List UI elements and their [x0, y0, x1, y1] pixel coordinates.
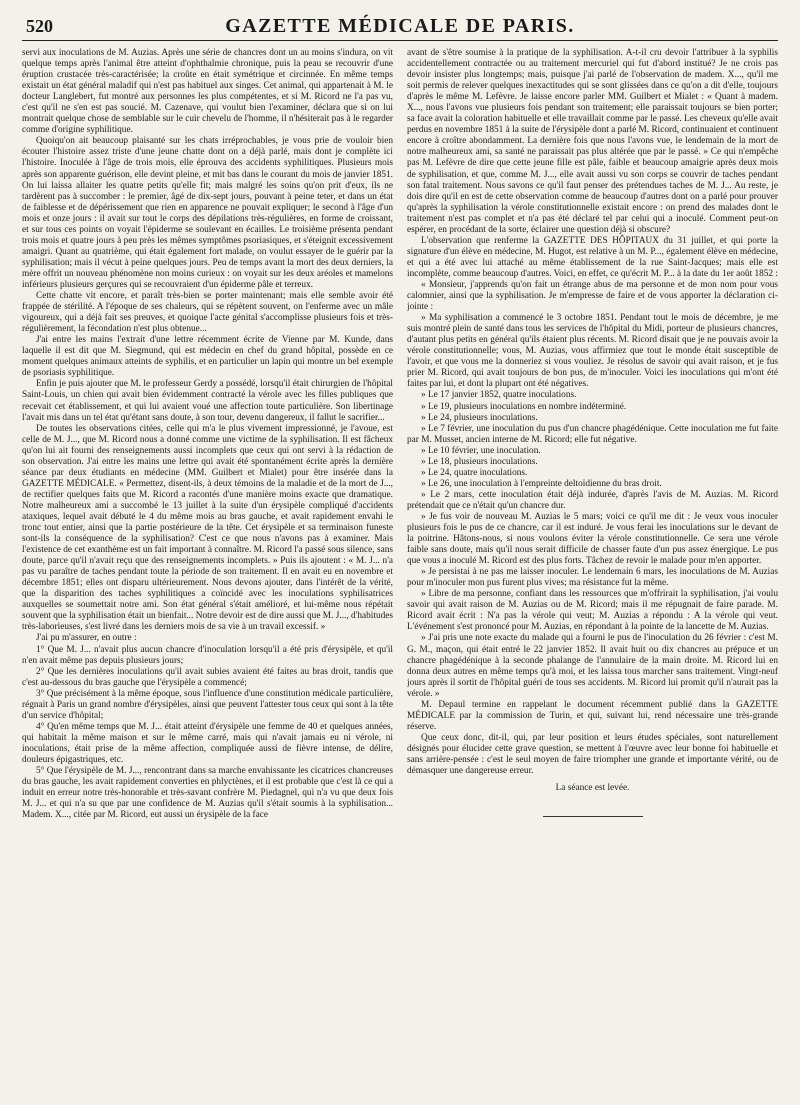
letter-paragraph: » Libre de ma personne, confiant dans les ressources que m'offrirait la syphilisation, j'ai voulu savoir qui avait raison de M. Auzias ou de M. Ricord; mais il me répugnait de faire parade. M. Ricord avait écrit : N'a pas la vérole qui veut; M. Auzias a répondu : A la vérole qui veut. L'événement s'est prononcé pour M. Auzias, en répondant à la pointe de la lancette de M. Auzias. [407, 589, 778, 633]
paragraph: avant de s'être soumise à la pratique de la syphilisation. A-t-il cru devoir l'attribuer à la syphilis accidentellement contractée ou au traitement mercuriel qui fut d'abord institué? Je ne crois pas devoir insister plus longtemps; mais, puisque j'ai parlé de l'observation de madem. X..., qu'il me soit permis de relever quelques inexactitudes qui se sont glissées dans ce qu'on a dit d'elle, toujours d'après le même M. Lefèvre. Je laisse encore parler MM. Guilbert et Mialet : « Quant à madem. X..., nous l'avons vue plusieurs fois pendant son traitement; elle paraissait toujours se bien porter; sa face avait la coloration habituelle et elle travaillait comme par le passé. Les cheveux qu'elle avait perdus en novembre 1851 à la suite de l'érysipèle dont a parlé M. Ricord, continuaient et continuent encore à croître abondamment. La dernière fois que nous l'avons vue, le lendemain de la mort de notre malheureux ami, sa santé ne paraissait pas plus altérée que par le passé. » Ce qui n'empêche pas M. Lefèvre de dire que cette jeune fille est pâle, faible et beaucoup amaigrie après deux mois de syphilisation, et que, comme M. J..., elle avait aussi vu son corps se couvrir de taches pendant son fatal traitement. Nous savons ce qu'il faut penser des prétendues taches de M. J... Au reste, je dois dire qu'il en est de cette observation comme de beaucoup d'autres dont on a parlé pour prouver qu'après la syphilisation la vérole constitutionnelle existait encore : on prend des malades dont le traitement n'est pas complet et n'a pas été déclaré tel par celui qui a inoculé. Comment peut-on espérer, en procédant de la sorte, éclairer une question déjà si obscure? [407, 48, 778, 235]
letter-paragraph: » Ma syphilisation a commencé le 3 octobre 1851. Pendant tout le mois de décembre, je me suis montré plein de santé dans tous les services de l'hôpital du Midi, porteur de plusieurs chancres, d'autant plus petits en général qu'ils étaient plus récents. M. Ricord disait que je ne pouvais avoir la vérole constitutionnelle; vous, M. Auzias, vous affirmiez que tout le monde était susceptible de l'avoir, et que vous me la donneriez si vous vouliez. Je résolus de savoir qui avait raison, et je fus prier M. Ricord, qui avait toujours de bon pus, de m'inoculer. Voici les inoculations qui m'ont été faites par lui, et dont la plupart ont été négatives. [407, 313, 778, 390]
left-column [22, 48, 393, 1099]
letter-item: » Le 17 janvier 1852, quatre inoculations. [421, 390, 577, 401]
right-column [407, 48, 778, 1099]
numbered-item: 1° Que M. J... n'avait plus aucun chancre d'inoculation lorsqu'il a été pris d'érysipèle, et qu'il n'en avait même pas depuis plusieurs jours; [22, 644, 393, 666]
numbered-item: 4° Qu'en même temps que M. J... était atteint d'érysipèle une femme de 40 et quelques années, qui habitait la même maison et sur le même carré, mais qui n'avait jamais eu ni vérole, ni inoculations, était prise de la même affection, compliquée aussi de fièvre intense, de délire, douleurs épigastriques, etc. [22, 721, 393, 765]
letter-item: » Le 24, plusieurs inoculations. [421, 412, 538, 423]
paragraph: Cette chatte vit encore, et paraît très-bien se porter maintenant; mais elle semble avoir été frappée de stérilité. A l'époque de ses chaleurs, qui se répètent souvent, on l'enferme avec un mâle vigoureux, qui a déjà fait ses preuves, et quoique l'acte génital s'accomplisse plusieurs fois et très-régulièrement, la fécondation n'est plus obtenue... [22, 291, 393, 335]
paragraph: M. Depaul termine en rappelant le document récemment publié dans la GAZETTE MÉDICALE par la commission de Turin, et qui, suivant lui, rend nécessaire une très-grande réserve. [407, 699, 778, 732]
letter-item: » Le 2 mars, cette inoculation était déjà indurée, d'après l'avis de M. Auzias. M. Ricord prétendait que ce n'était qu'un chancre dur. [407, 489, 778, 511]
letter-item: » Le 26, une inoculation à l'empreinte deltoïdienne du bras droit. [421, 478, 662, 489]
paragraph: L'observation que renferme la GAZETTE DES HÔPITAUX du 31 juillet, et qui porte la signature d'un élève en médecine, M. Hugot, est relative à un M. P..., également élève en médecine, et qui a été avec lui attaché au même établissement de la rue Saint-Jacques; mais elle est incomplète, comme beaucoup d'autres. Voici, en effet, ce qu'écrit M. P... à la date du 1er août 1852 : [407, 235, 778, 279]
paragraph: J'ai entre les mains l'extrait d'une lettre récemment écrite de Vienne par M. Kunde, dans laquelle il est dit que M. Siegmund, qui est médecin en chef du grand hôpital, possède en ce moment quelques animaux atteints de syphilis, et en particulier un lapin qui montre un bel exemple de psoriasis syphilitique. [22, 335, 393, 379]
numbered-item: 5° Que l'érysipèle de M. J..., rencontrant dans sa marche envahissante les cicatrices chancreuses du bras gauche, les avait rapidement converties en phlyctènes, et il est probable que c'est là ce qui a induit en erreur notre très-honorable et très-savant confrère M. Piedagnel, qui n'a vu que deux fois M. J... et qui n'a su que par une confidence de M. Auzias qu'il s'était soumis à la syphilisation... Madem. X..., citée par M. Ricord, eut aussi un érysipèle de la face [22, 766, 393, 821]
page-header [22, 14, 778, 41]
paragraph: De toutes les observations citées, celle qui m'a le plus vivement impressionné, je l'avoue, est celle de M. J..., que M. Ricord nous a donné comme une victime de la syphilisation. Il est fâcheux qu'on lui ait fourni des renseignements aussi incomplets que ceux qui ont servi à la rédaction de son observation. J'ai entre les mains une lettre qui avait été spontanément écrite après la dernière séance par deux étudiants en médecine (MM. Guilbert et Mialet) pour être insérée dans la GAZETTE MÉDICALE. « Permettez, disent-ils, à deux témoins de la maladie et de la mort de J..., de rectifier quelques faits que M. Ricord a racontés d'une manière moins exacte que dramatique. Notre malheureux ami a succombé le 13 juillet à la suite d'un érysipèle compliqué d'accidents ataxiques, lequel avait débuté le 4 du même mois au bras gauche, et avait rapidement envahi le tronc tout entier, ainsi que la partie postérieure de la tête. Cet érysipèle et sa terminaison funeste sont-ils la conséquence de la syphilisation? C'est ce que nous n'avons pas à examiner. Mais l'existence de cet exanthème est un fait important à connaître. M. Ricord l'a passé sous silence, sans doute, parce qu'il n'avait reçu que des renseignements incomplets. » Puis ils ajoutent : « M. J... n'a pas vu paraître de taches pendant toute la période de son traitement. Il en avait eu en novembre et décembre 1851; elles ont disparu ultérieurement. Nous devons ajouter, dans l'intérêt de la vérité, que la disparition des taches syphilitiques a coïncidé avec les inoculations syphilisatrices auxquelles se soumettait notre ami. Son état général s'était amélioré, et lui-même nous répétait souvent que la syphilisation était un bienfait... Notre devoir est de dire aussi que M. J..., d'habitudes très-laborieuses, s'est livré dans les derniers mois de sa vie à un travail excessif. » [22, 423, 393, 633]
paragraph: Que ceux donc, dit-il, qui, par leur position et leurs études spéciales, sont naturellement désignés pour élucider cette grave question, se mettent à l'œuvre avec leur bonne foi habituelle et sans arrière-pensée : c'est le seul moyen de faire triompher une grande et importante vérité, ou de démasquer une dangereuse erreur. [407, 732, 778, 777]
paragraph: Quoiqu'on ait beaucoup plaisanté sur les chats irréprochables, je vous prie de vouloir bien écouter l'histoire assez triste d'une jeune chatte dont on a déjà parlé, mais dont je complète ici l'histoire. Inoculée à l'âge de trois mois, elle éprouva des accidents syphilitiques. Plusieurs mois après son apparente guérison, elle devint pleine, et mit bas dans le courant du mois de janvier 1851. On lui laissa allaiter les quatre petits qu'elle fit; mais malgré les soins qu'on prit d'eux, ils ne tardèrent pas à succomber : le premier, âgé de dix-sept jours, pouvant à peine teter, et dans un état de faiblesse et de dépérissement que rien en apparence ne pouvait expliquer; le second à l'âge d'un mois et onze jours : il avait sur tout le corps des dépilations très-régulières, en forme de croissant, et sur tous ces points on voyait l'épiderme se soulevant en écailles. Le troisième présenta pendant trois mois et quatre jours à peu près les mêmes symptômes psoriasiques, et s'éteignit excessivement amaigri. Quant au quatrième, qui était également fort malade, on voulut essayer de le guérir par la syphilisation; mais il vécut à peine quelques jours. Peu de temps avant la mort des deux derniers, la mère offrit un nouveau phénomène non moins curieux : on voyait sur les deux aréoles et mamelons inférieurs plusieurs gerçures qui se recouvraient d'un épiderme pâle et terreux. [22, 136, 393, 290]
closing-rule [543, 816, 643, 817]
letter-item: » Le 7 février, une inoculation du pus d'un chancre phagédénique. Cette inoculation me fut faite par M. Musset, ancien interne de M. Ricord; elle fut négative. [407, 423, 778, 445]
article-columns [22, 48, 778, 1099]
letter-paragraph: « Monsieur, j'apprends qu'on fait un étrange abus de ma personne et de mon nom pour vous calomnier, ainsi que la syphilisation. Je m'empresse de faire et de vous apporter la déclaration ci-jointe : [407, 279, 778, 313]
numbered-item: 2° Que les dernières inoculations qu'il avait subies avaient été faites au bras droit, tandis que c'est au-dessous du bras gauche que l'érysipèle a commencé; [22, 666, 393, 688]
page-number: 520 [26, 16, 53, 36]
letter-item: » Le 18, plusieurs inoculations. [421, 456, 538, 467]
letter-item: » Le 24, quatre inoculations. [421, 467, 528, 478]
letter-paragraph: » Je persistai à ne pas me laisser inoculer. Le lendemain 6 mars, les inoculations de M. Auzias pour m'inoculer mon pus furent plus vives; ma résistance fut la même. [407, 567, 778, 589]
letter-paragraph: » Je fus voir de nouveau M. Auzias le 5 mars; voici ce qu'il me dit : Je veux vous inoculer plusieurs fois le pus de ce chancre, car il est induré. Je vous ferai les inoculations sur le devant de la poitrine. Hâtons-nous, si nous voulons éviter la vérole constitutionnelle. Ce sera une vérole faible sans doute, mais qu'il nous serait difficile de chasser faute d'un pus assez énergique. Le pus que vous a inoculé M. Ricord est des plus forts. Tâchez de revoir le malade pour m'en apporter. [407, 511, 778, 567]
journal-title: GAZETTE MÉDICALE DE PARIS. [225, 15, 575, 37]
letter-item: » Le 19, plusieurs inoculations en nombre indéterminé. [421, 401, 627, 412]
letter-item: » Le 10 février, une inoculation. [421, 445, 541, 456]
numbered-item: 3° Que précisément à la même époque, sous l'influence d'une constitution médicale particulière, régnait à Paris un grand nombre d'érysipèles, ainsi que peuvent l'attester tous ceux qui sont à la tête d'un service d'hôpital; [22, 688, 393, 721]
paragraph: J'ai pu m'assurer, en outre : [36, 633, 137, 644]
paragraph: Enfin je puis ajouter que M. le professeur Gerdy a possédé, lorsqu'il était chirurgien de l'hôpital Saint-Louis, un chien qui avait bien évidemment contracté la vérole avec les filles publiques que recevait cet établissement, et qui lui avaient voué une affection toute particulière. Son libertinage l'avait mis dans un tel état qu'étant sans doute, à son tour, devenu dangereux, il fallut le sacrifier... [22, 379, 393, 423]
paragraph: servi aux inoculations de M. Auzias. Après une série de chancres dont un au moins s'indura, on vit quelque temps après l'animal être atteint d'ophthalmie chronique, puis la peau se recouvrir d'une éruption crustacée très-caractérisée; la croûte en était symétrique et circinnée. En même temps existait un état général maladif qui n'est pas habituel aux singes. Cet animal, qui appartenait à M. le docteur Langlebert, fut montré aux personnes les plus compétentes, et si M. Ricord ne l'a pas vu, c'est qu'il ne s'en est pas soucié. M. Cazenave, qui voulut bien l'examiner, déclara que si on lui montrait quelque chose de semblable sur le cuir chevelu de l'homme, il n'hésiterait pas à le regarder comme d'origine syphilitique. [22, 48, 393, 136]
closing-line: La séance est levée. [555, 783, 630, 794]
letter-paragraph: » J'ai pris une note exacte du malade qui a fourni le pus de l'inoculation du 26 février : c'est M. G. M., maçon, qui était entré le 22 janvier 1852. Il avait huit ou dix chancres au prépuce et un chancre phagédénique à la seconde phalange de l'annulaire de la main droite. M. Ricord lui en donna deux autres en même temps qu'à moi, et les laissa tous marcher sans traitement. Vingt-neuf jours après il sortit de l'hôpital guéri de tous ses accidents. M. Ricord lui promit qu'il n'aurait pas la vérole. » [407, 633, 778, 699]
